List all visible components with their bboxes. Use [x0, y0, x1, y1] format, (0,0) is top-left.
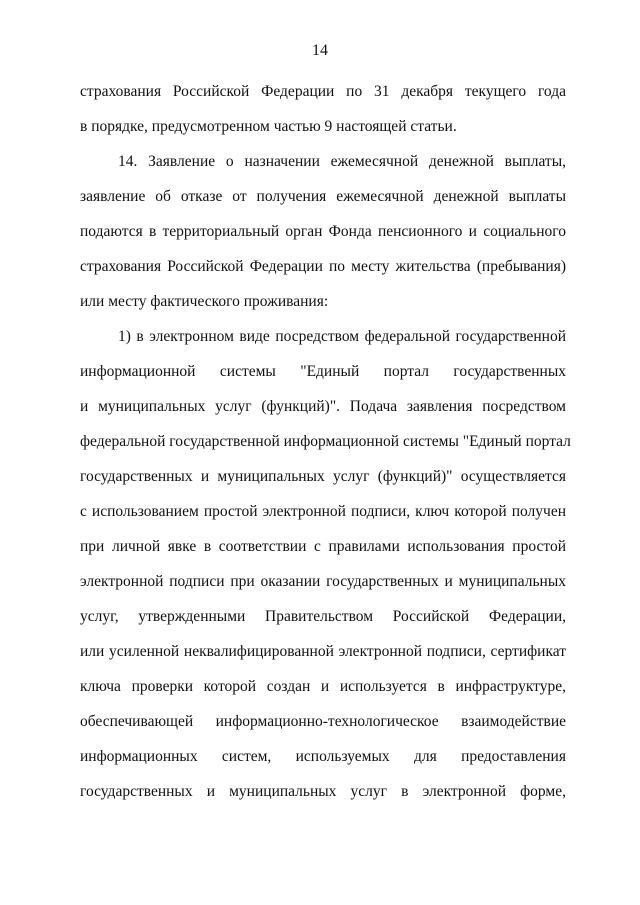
- text-line: или месту фактического проживания:: [80, 293, 329, 310]
- text-line: в порядке, предусмотренном частью 9 настоящей статьи.: [80, 118, 457, 135]
- text-line: заявление об отказе от получения ежемесячной денежной выплаты: [80, 188, 566, 205]
- text-line: информационной системы "Единый портал государственных: [80, 363, 566, 380]
- text-line: и муниципальных услуг (функций)". Подача заявления посредством: [80, 398, 566, 415]
- list-item-1-start: 1) в электронном виде посредством федеральной государственной: [118, 328, 566, 345]
- text-line: государственных и муниципальных услуг в электронной форме,: [80, 783, 566, 800]
- text-line: с использованием простой электронной подписи, ключ которой получен: [80, 503, 566, 520]
- text-line: ключа проверки которой создан и используется в инфраструктуре,: [80, 678, 566, 695]
- text-line: или усиленной неквалифицированной электронной подписи, сертификат: [80, 643, 566, 660]
- page-number: 14: [312, 42, 328, 59]
- text-line: федеральной государственной информационной системы "Единый портал: [80, 433, 571, 450]
- paragraph-14-start: 14. Заявление о назначении ежемесячной денежной выплаты,: [118, 153, 566, 170]
- text-line: подаются в территориальный орган Фонда пенсионного и социального: [80, 223, 566, 240]
- text-line: электронной подписи при оказании государственных и муниципальных: [80, 573, 566, 590]
- text-line: страхования Российской Федерации по месту жительства (пребывания): [80, 258, 566, 275]
- text-line: при личной явке в соответствии с правилами использования простой: [80, 538, 566, 555]
- text-line: информационных систем, используемых для предоставления: [80, 748, 566, 765]
- text-line: услуг, утвержденными Правительством Российской Федерации,: [80, 608, 566, 625]
- text-line: государственных и муниципальных услуг (функций)" осуществляется: [80, 468, 566, 485]
- text-line: страхования Российской Федерации по 31 декабря текущего года: [80, 83, 566, 100]
- text-line: обеспечивающей информационно-технологическое взаимодействие: [80, 713, 566, 730]
